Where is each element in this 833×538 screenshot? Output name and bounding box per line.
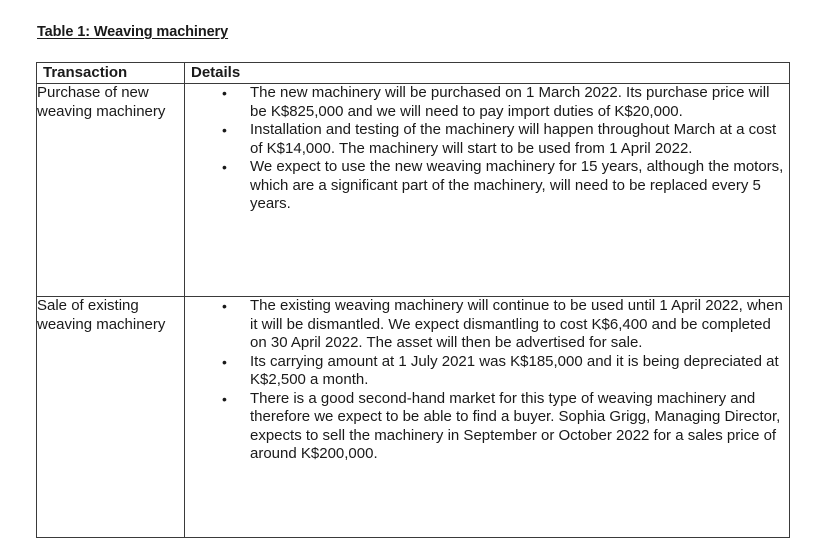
transaction-cell: Sale of existing weaving machinery	[37, 297, 185, 538]
list-item	[185, 158, 789, 214]
bullet-icon: •	[222, 85, 227, 101]
details-list	[185, 84, 789, 214]
table-caption: Table 1: Weaving machinery	[37, 24, 229, 40]
detail-text: The new machinery will be purchased on 1 March 2022. Its purchase price will be K$825,000 and we will need to pay import duties of K$20,000.	[250, 84, 770, 120]
detail-text: We expect to use the new weaving machinery for 15 years, although the motors, which are a significant part of the machinery, will need to be replaced every 5 years.	[250, 158, 784, 212]
detail-text: Its carrying amount at 1 July 2021 was K$185,000 and it is being depreciated at K$2,500 a month.	[250, 352, 779, 388]
bullet-icon: •	[222, 122, 227, 138]
table-header-row	[37, 63, 790, 84]
detail-text: Installation and testing of the machinery will happen throughout March at a cost of K$14,000. The machinery will start to be used from 1 April 2022.	[250, 121, 777, 157]
bullet-icon: •	[222, 390, 227, 407]
details-cell	[185, 84, 790, 297]
list-item	[185, 84, 789, 121]
list-item	[185, 121, 789, 158]
bullet-icon: •	[222, 159, 227, 175]
list-item	[185, 390, 789, 464]
table-row	[37, 297, 790, 538]
detail-text: There is a good second-hand market for this type of weaving machinery and therefore we expect to be able to find a buyer. Sophia Grigg, Managing Director, expects to sell the machinery in September or October 2022 for a sales price of around K$200,000.	[250, 389, 781, 462]
bullet-icon: •	[222, 353, 227, 370]
weaving-machinery-table	[36, 62, 790, 538]
table-row	[37, 84, 790, 297]
list-item	[185, 297, 789, 353]
header-transaction: Transaction	[37, 63, 185, 84]
detail-text: The existing weaving machinery will continue to be used until 1 April 2022, when it will be dismantled. We expect dismantling to cost K$6,400 and be completed on 30 April 2022. The asset will then be advertised for sale.	[250, 297, 783, 351]
bullet-icon: •	[222, 298, 227, 314]
details-cell	[185, 297, 790, 538]
list-item	[185, 353, 789, 390]
header-details: Details	[185, 63, 790, 84]
transaction-cell: Purchase of new weaving machinery	[37, 84, 185, 297]
details-list	[185, 297, 789, 464]
